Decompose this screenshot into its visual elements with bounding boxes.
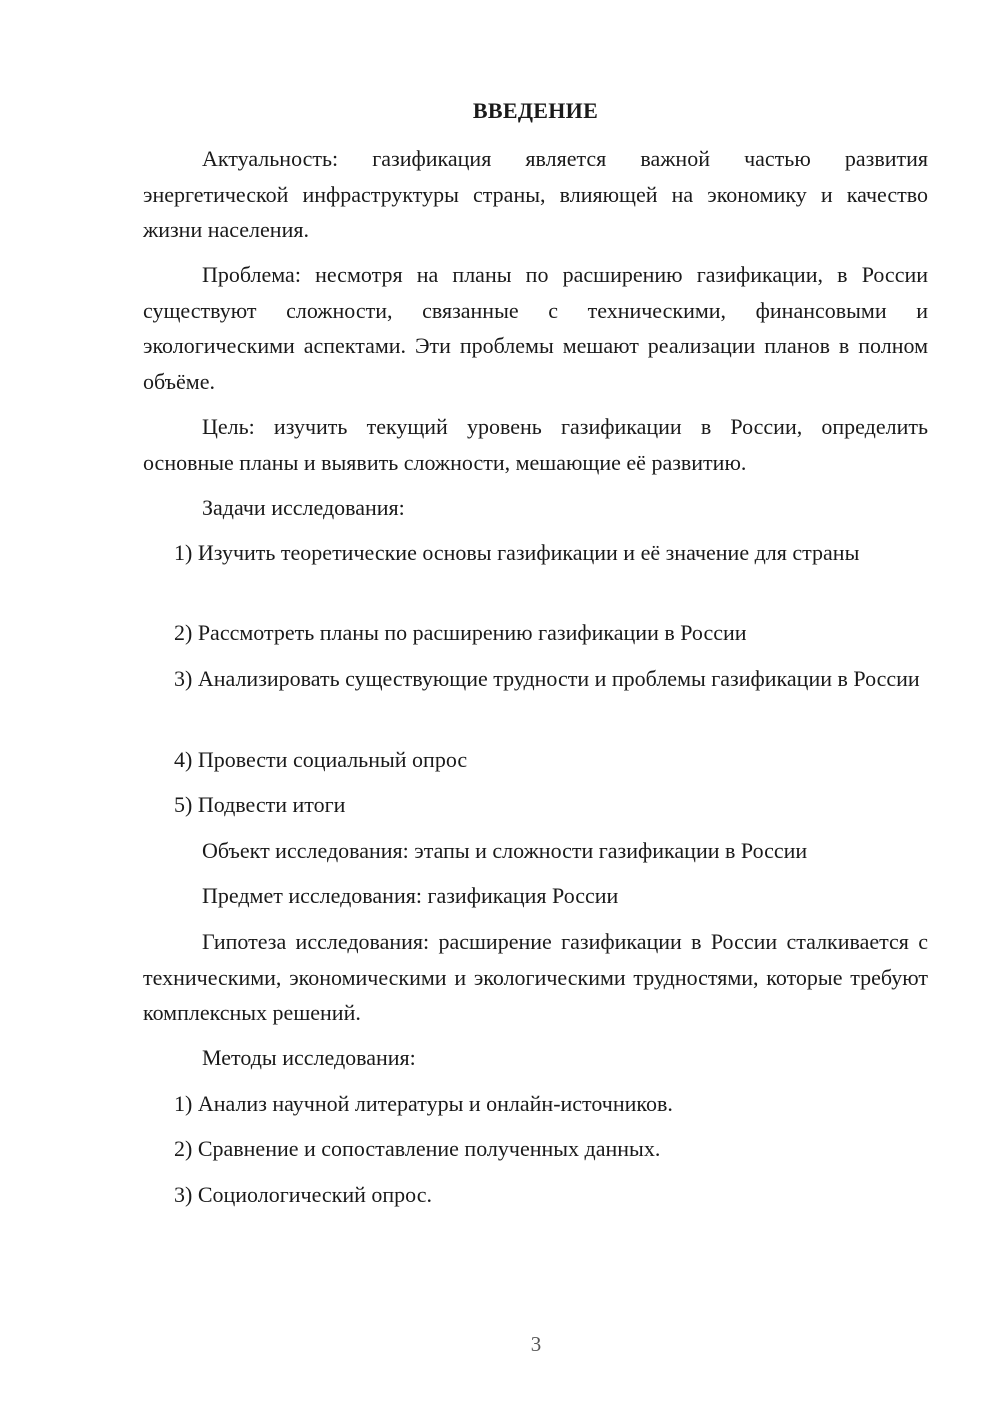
paragraph-tasks-heading: Задачи исследования: <box>202 495 405 520</box>
method-item-1: 1) Анализ научной литературы и онлайн-источников. <box>174 1091 673 1116</box>
task-item-4: 4) Провести социальный опрос <box>174 747 468 772</box>
paragraph-goal: Цель: изучить текущий уровень газификации в России, определить основные планы и выявить сложности, мешающие её развитию. <box>143 414 928 475</box>
paragraph-object: Объект исследования: этапы и сложности газификации в России <box>202 838 808 863</box>
paragraph-relevance: Актуальность: газификация является важной частью развития энергетической инфраструктуры страны, влияющей на экономику и качество жизни населения. <box>143 146 928 242</box>
method-item-2: 2) Сравнение и сопоставление полученных данных. <box>174 1136 661 1161</box>
page-title: ВВЕДЕНИЕ <box>472 98 599 123</box>
task-item-1: 1) Изучить теоретические основы газификации и её значение для страны <box>174 540 860 565</box>
method-item-3: 3) Социологический опрос. <box>174 1182 432 1207</box>
paragraph-methods-heading: Методы исследования: <box>202 1045 416 1070</box>
task-item-2: 2) Рассмотреть планы по расширению газификации в России <box>174 620 747 645</box>
task-item-3: 3) Анализировать существующие трудности и проблемы газификации в России <box>174 666 920 691</box>
paragraph-subject: Предмет исследования: газификация России <box>202 883 619 908</box>
paragraph-problem: Проблема: несмотря на планы по расширению газификации, в России существуют сложности, связанные с техническими, финансовыми и экологическими аспектами. Эти проблемы мешают реализации планов в полном объёме. <box>143 262 928 394</box>
page-number: 3 <box>530 1332 542 1356</box>
task-item-5: 5) Подвести итоги <box>174 792 346 817</box>
paragraph-hypothesis: Гипотеза исследования: расширение газификации в России сталкивается с техническими, экономическими и экологическими трудностями, которые требуют комплексных решений. <box>143 929 928 1025</box>
